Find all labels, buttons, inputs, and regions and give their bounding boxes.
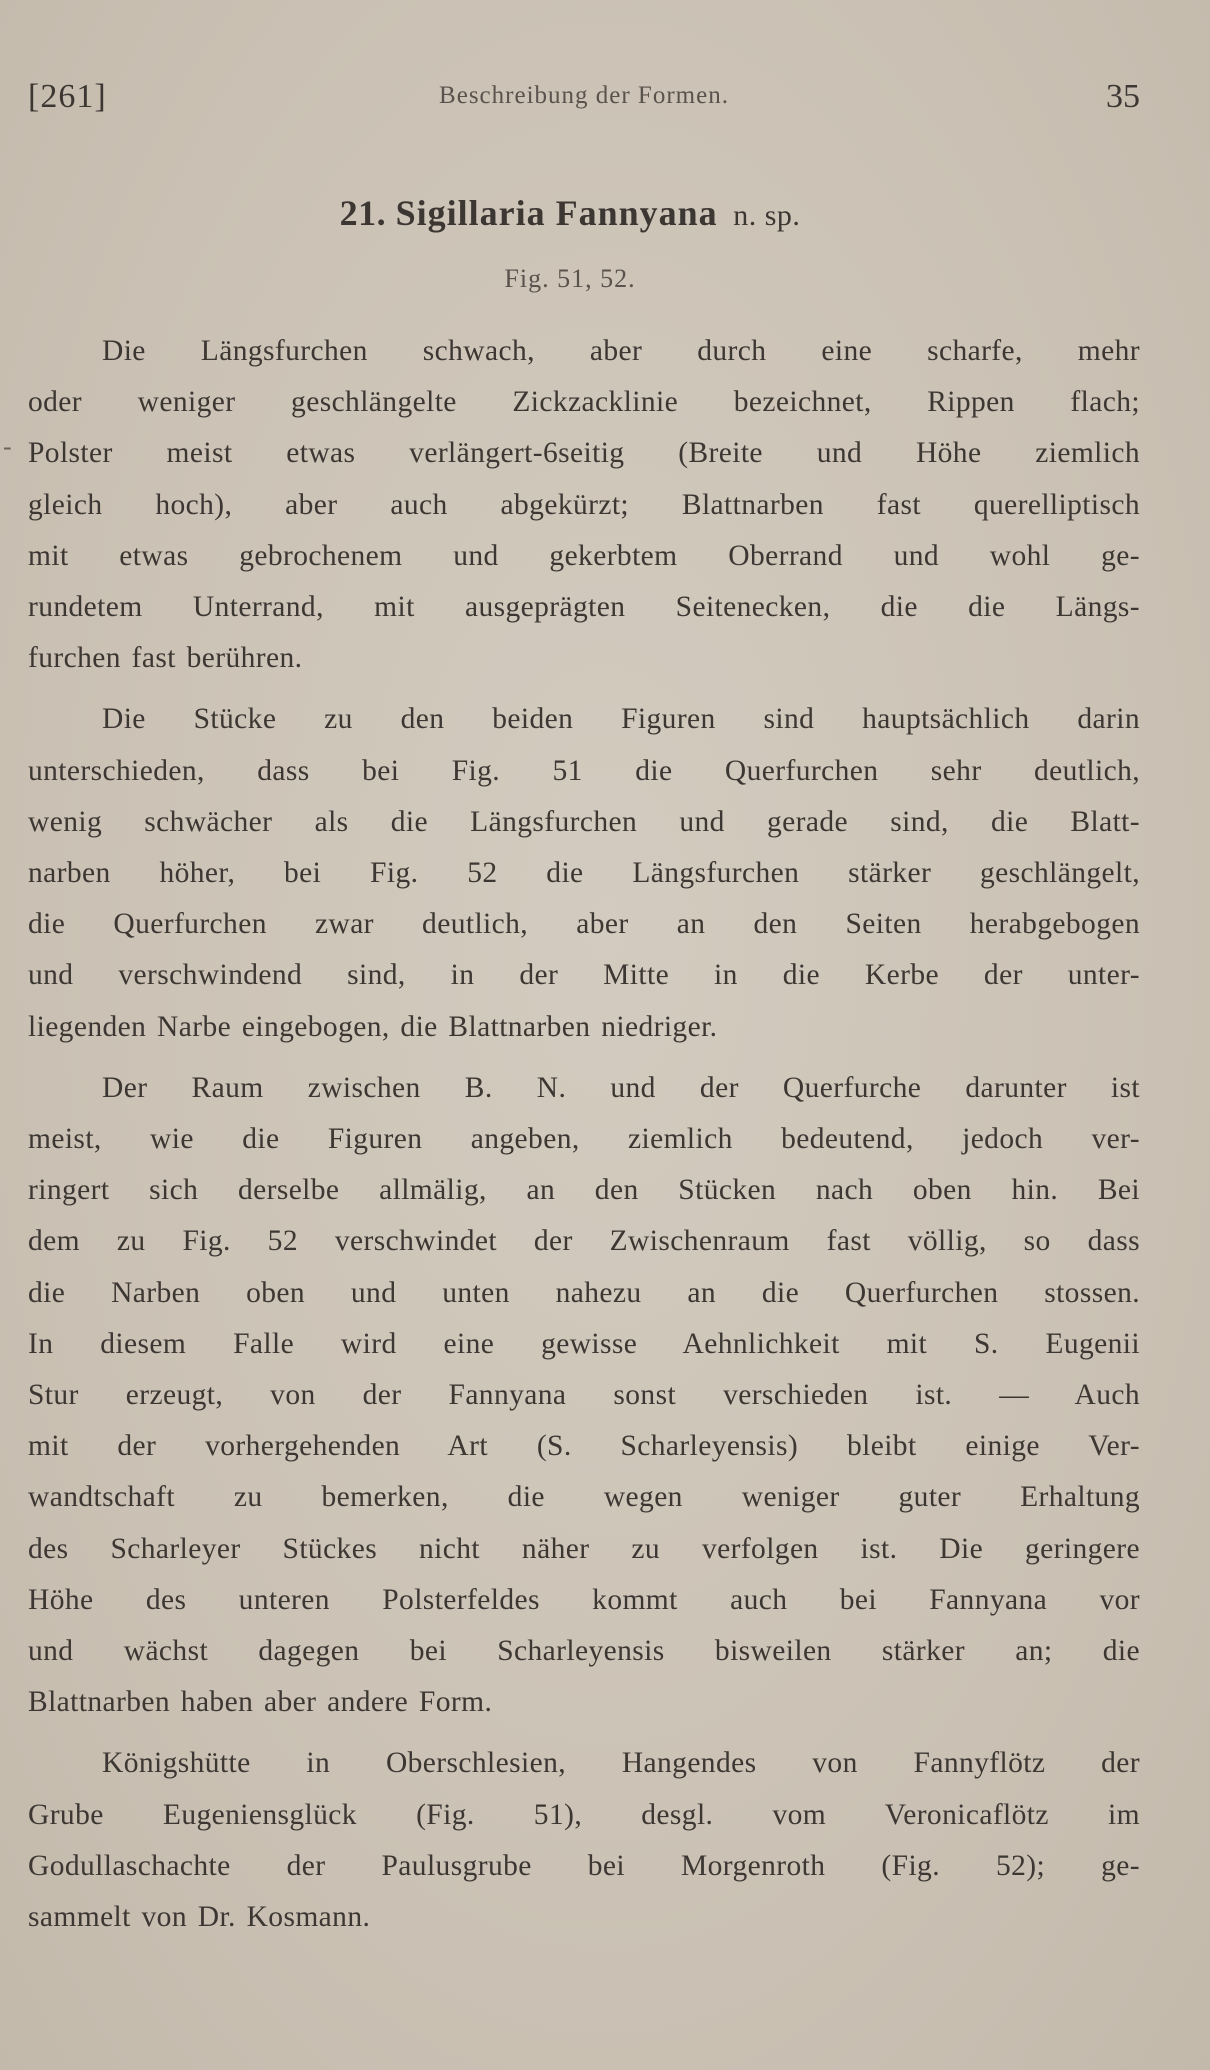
text-line: gleich hoch), aber auch abgekürzt; Blattnarben fast querelliptisch [28,488,1140,521]
paragraph-4 [28,1738,1140,1943]
text-line: Godullaschachte der Paulusgrube bei Morgenroth (Fig. 52); ge- [28,1849,1140,1882]
text-line: und verschwindend sind, in der Mitte in die Kerbe der unter- [28,959,1140,992]
text-line: ringert sich derselbe allmälig, an den Stücken nach oben hin. Bei [28,1174,1140,1207]
text-line: dem zu Fig. 52 verschwindet der Zwischenraum fast völlig, so dass [28,1225,1140,1258]
text-line: furchen fast berühren. [28,642,303,675]
body-text [28,326,1140,1953]
text-line: Der Raum zwischen B. N. und der Querfurche darunter ist [102,1071,1140,1104]
page-header [28,78,1140,128]
text-line: narben höher, bei Fig. 52 die Längsfurchen stärker geschlängelt, [28,857,1140,890]
text-line: unterschieden, dass bei Fig. 51 die Querfurchen sehr deutlich, [28,754,1140,787]
new-species-designation: n. sp. [733,199,801,232]
text-line: die Querfurchen zwar deutlich, aber an den Seiten herabgebogen [28,908,1140,941]
text-line: oder weniger geschlängelte Zickzacklinie bezeichnet, Rippen flach; [28,386,1140,419]
text-line: Höhe des unteren Polsterfeldes kommt auch bei Fannyana vor [28,1583,1140,1616]
species-name: Sigillaria Fannyana [395,193,718,233]
text-line: mit der vorhergehenden Art (S. Scharleyensis) bleibt einige Ver- [28,1430,1140,1463]
page-number: 35 [1106,78,1140,115]
section-number: 21. [339,193,387,233]
text-line: rundetem Unterrand, mit ausgeprägten Seitenecken, die die Längs- [28,591,1140,624]
text-line: des Scharleyer Stückes nicht näher zu verfolgen ist. Die geringere [28,1532,1140,1565]
text-line: Königshütte in Oberschlesien, Hangendes von Fannyflötz der [102,1747,1140,1780]
original-page-number: [261] [28,78,107,115]
figure-reference: Fig. 51, 52. [504,264,636,293]
paragraph-1 [28,326,1140,684]
text-line: wandtschaft zu bemerken, die wegen weniger guter Erhaltung [28,1481,1140,1514]
text-line: Die Längsfurchen schwach, aber durch eine scharfe, mehr [102,335,1140,367]
section-heading [0,192,1140,234]
text-line: Die Stücke zu den beiden Figuren sind hauptsächlich darin [102,703,1140,736]
text-line: Blattnarben haben aber andere Form. [28,1686,493,1719]
text-line: mit etwas gebrochenem und gekerbtem Oberrand und wohl ge- [28,539,1140,572]
text-line: sammelt von Dr. Kosmann. [28,1901,371,1934]
text-line: meist, wie die Figuren angeben, ziemlich bedeutend, jedoch ver- [28,1123,1140,1156]
text-line: liegenden Narbe eingebogen, die Blattnarben niedriger. [28,1010,718,1043]
paragraph-3 [28,1063,1140,1729]
text-line: Grube Eugeniensglück (Fig. 51), desgl. vom Veronicaflötz im [28,1798,1140,1831]
margin-mark: - [3,432,12,461]
text-line: wenig schwächer als die Längsfurchen und gerade sind, die Blatt- [28,805,1140,838]
text-line: In diesem Falle wird eine gewisse Aehnlichkeit mit S. Eugenii [28,1327,1140,1360]
text-line: Stur erzeugt, von der Fannyana sonst verschieden ist. — Auch [28,1379,1140,1412]
text-line: und wächst dagegen bei Scharleyensis bisweilen stärker an; die [28,1635,1140,1668]
text-line: die Narben oben und unten nahezu an die Querfurchen stossen. [28,1276,1140,1309]
text-line: Polster meist etwas verlängert-6seitig (Breite und Höhe ziemlich [28,437,1140,470]
paragraph-2 [28,694,1140,1052]
running-title: Beschreibung der Formen. [439,82,729,109]
